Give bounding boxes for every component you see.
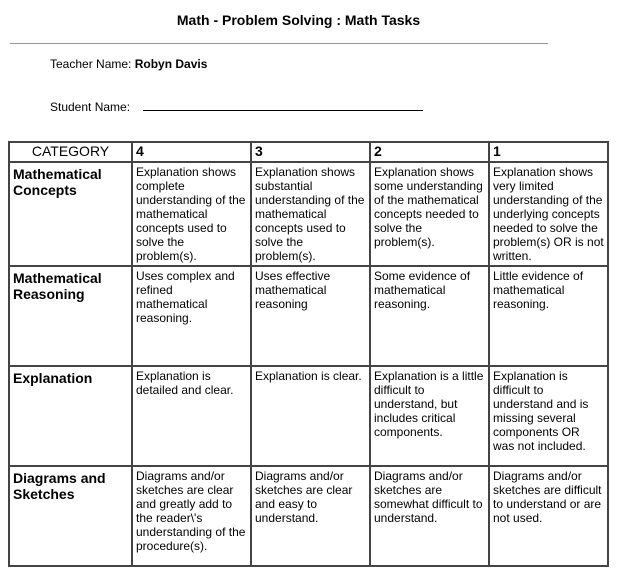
teacher-name-value: Robyn Davis (134, 57, 208, 71)
header-score-2: 2 (370, 142, 489, 162)
table-cell: Diagrams and/or sketches are difficult to understand or are not used. (489, 466, 608, 566)
header-row (9, 142, 608, 162)
table-cell: Little evidence of mathematical reasoning. (489, 266, 608, 366)
header-score-4: 4 (132, 142, 251, 162)
table-cell: Diagrams and/or sketches are clear and easy to understand. (251, 466, 370, 566)
table-row (9, 162, 608, 266)
table-cell: Explanation shows some understanding of the mathematical concepts needed to solve the problem(s). (370, 162, 489, 266)
header-score-3: 3 (251, 142, 370, 162)
table-cell: Explanation is detailed and clear. (132, 366, 251, 466)
table-cell: Explanation is clear. (251, 366, 370, 466)
header-category: CATEGORY (9, 142, 132, 162)
teacher-name-label: Teacher Name: (50, 57, 132, 71)
row-category: Explanation (9, 366, 132, 466)
table-cell: Explanation is a little difficult to understand, but includes critical components. (370, 366, 489, 466)
table-cell: Explanation shows complete understanding of the mathematical concepts used to solve the problem(s). (132, 162, 251, 266)
divider (10, 43, 548, 44)
student-name-blank (143, 98, 423, 111)
table-cell: Explanation is difficult to understand and is missing several components OR was not included. (489, 366, 608, 466)
row-category: Mathematical Concepts (9, 162, 132, 266)
table-row (9, 266, 608, 366)
student-name-row (50, 98, 423, 114)
student-name-label: Student Name: (50, 100, 131, 114)
teacher-name-row (50, 57, 207, 71)
table-cell: Uses complex and refined mathematical reasoning. (132, 266, 251, 366)
table-row (9, 466, 608, 566)
table-cell: Uses effective mathematical reasoning (251, 266, 370, 366)
table-row (9, 366, 608, 466)
table-cell: Explanation shows substantial understanding of the mathematical concepts used to solve the problem(s). (251, 162, 370, 266)
table-cell: Some evidence of mathematical reasoning. (370, 266, 489, 366)
row-category: Mathematical Reasoning (9, 266, 132, 366)
header-score-1: 1 (489, 142, 608, 162)
page-title: Math - Problem Solving : Math Tasks (176, 12, 421, 28)
table-cell: Diagrams and/or sketches are somewhat difficult to understand. (370, 466, 489, 566)
row-category: Diagrams and Sketches (9, 466, 132, 566)
table-cell: Explanation shows very limited understanding of the underlying concepts needed to solve the problem(s) OR is not written. (489, 162, 608, 266)
rubric-table (8, 141, 609, 567)
table-cell: Diagrams and/or sketches are clear and greatly add to the reader\'s understanding of the procedure(s). (132, 466, 251, 566)
